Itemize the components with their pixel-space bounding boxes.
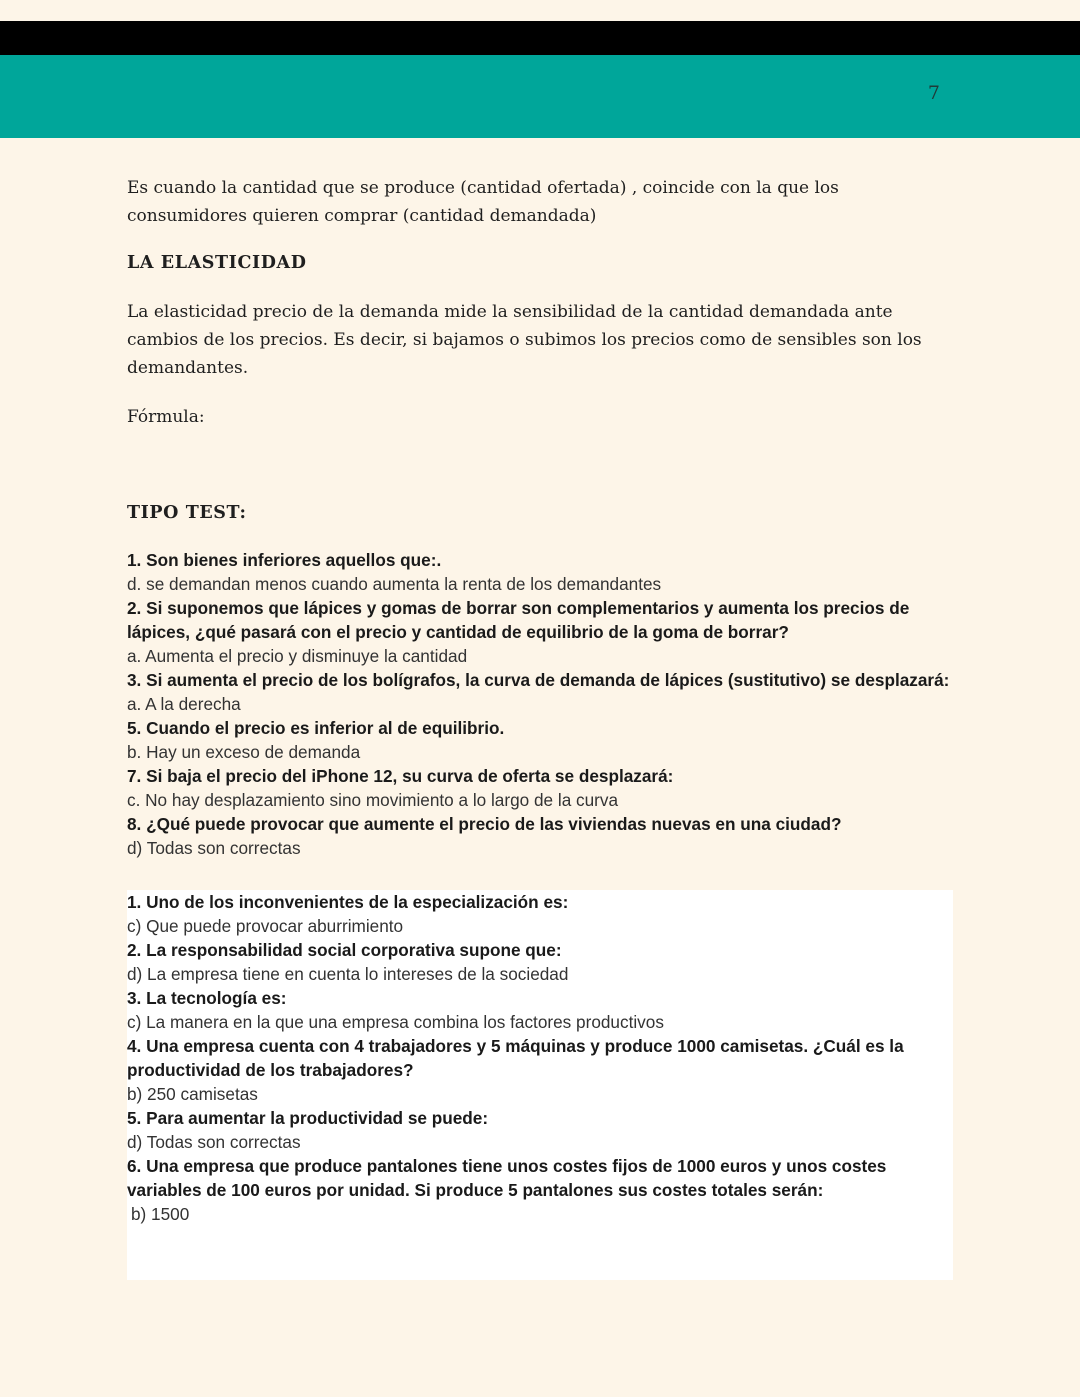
- quiz-block-2-panel: [127, 890, 953, 1280]
- quiz-answer: a. Aumenta el precio y disminuye la cantidad: [127, 646, 468, 666]
- quiz-question: 5. Para aumentar la productividad se puede:: [127, 1108, 489, 1128]
- header-teal-band: [0, 55, 1080, 138]
- quiz-question: 2. Si suponemos que lápices y gomas de borrar son complementarios y aumenta los precios de lápices, ¿qué pasará con el precio y cantidad de equilibrio de la goma de borrar?: [127, 598, 910, 642]
- top-margin: [0, 0, 1080, 21]
- page-number: 7: [927, 82, 940, 104]
- quiz-question: 3. Si aumenta el precio de los bolígrafos, la curva de demanda de lápices (sustitutivo) se desplazará:: [127, 670, 950, 690]
- quiz-answer: d) Todas son correctas: [127, 1132, 301, 1152]
- quiz-answer: b) 1500: [131, 1204, 190, 1224]
- quiz-question: 1. Uno de los inconvenientes de la especialización es:: [127, 892, 569, 912]
- header-black-bar: [0, 21, 1080, 55]
- equilibrium-paragraph: Es cuando la cantidad que se produce (cantidad ofertada) , coincide con la que los consumidores quieren comprar (cantidad demandada): [127, 178, 839, 226]
- quiz-answer: b. Hay un exceso de demanda: [127, 742, 361, 762]
- section-heading-elasticidad: LA ELASTICIDAD: [127, 253, 307, 273]
- quiz-answer: d) La empresa tiene en cuenta lo intereses de la sociedad: [127, 964, 569, 984]
- quiz-answer: c. No hay desplazamiento sino movimiento a lo largo de la curva: [127, 790, 619, 810]
- quiz-question: 1. Son bienes inferiores aquellos que:.: [127, 550, 442, 570]
- elasticity-paragraph: La elasticidad precio de la demanda mide la sensibilidad de la cantidad demandada ante cambios de los precios. Es decir, si bajamos o subimos los precios como de sensibles son los demandantes.: [127, 302, 922, 378]
- quiz-question: 5. Cuando el precio es inferior al de equilibrio.: [127, 718, 505, 738]
- quiz-question: 4. Una empresa cuenta con 4 trabajadores y 5 máquinas y produce 1000 camisetas. ¿Cuál es la productividad de los trabajadores?: [127, 1036, 904, 1080]
- formula-label: Fórmula:: [127, 407, 205, 427]
- quiz-question: 8. ¿Qué puede provocar que aumente el precio de las viviendas nuevas en una ciudad?: [127, 814, 842, 834]
- quiz-block-1: [127, 548, 953, 860]
- quiz-answer: a. A la derecha: [127, 694, 241, 714]
- quiz-answer: c) La manera en la que una empresa combina los factores productivos: [127, 1012, 664, 1032]
- quiz-block-2: [127, 890, 953, 1226]
- section-heading-tipo-test: TIPO TEST:: [127, 503, 247, 523]
- quiz-answer: b) 250 camisetas: [127, 1084, 258, 1104]
- quiz-question: 7. Si baja el precio del iPhone 12, su curva de oferta se desplazará:: [127, 766, 674, 786]
- quiz-question: 3. La tecnología es:: [127, 988, 287, 1008]
- page-content: [127, 174, 953, 860]
- quiz-answer: d. se demandan menos cuando aumenta la renta de los demandantes: [127, 574, 662, 594]
- quiz-question: 2. La responsabilidad social corporativa supone que:: [127, 940, 562, 960]
- quiz-answer: d) Todas son correctas: [127, 838, 301, 858]
- quiz-question: 6. Una empresa que produce pantalones tiene unos costes fijos de 1000 euros y unos costes variables de 100 euros por unidad. Si produce 5 pantalones sus costes totales serán:: [127, 1156, 887, 1200]
- quiz-answer: c) Que puede provocar aburrimiento: [127, 916, 404, 936]
